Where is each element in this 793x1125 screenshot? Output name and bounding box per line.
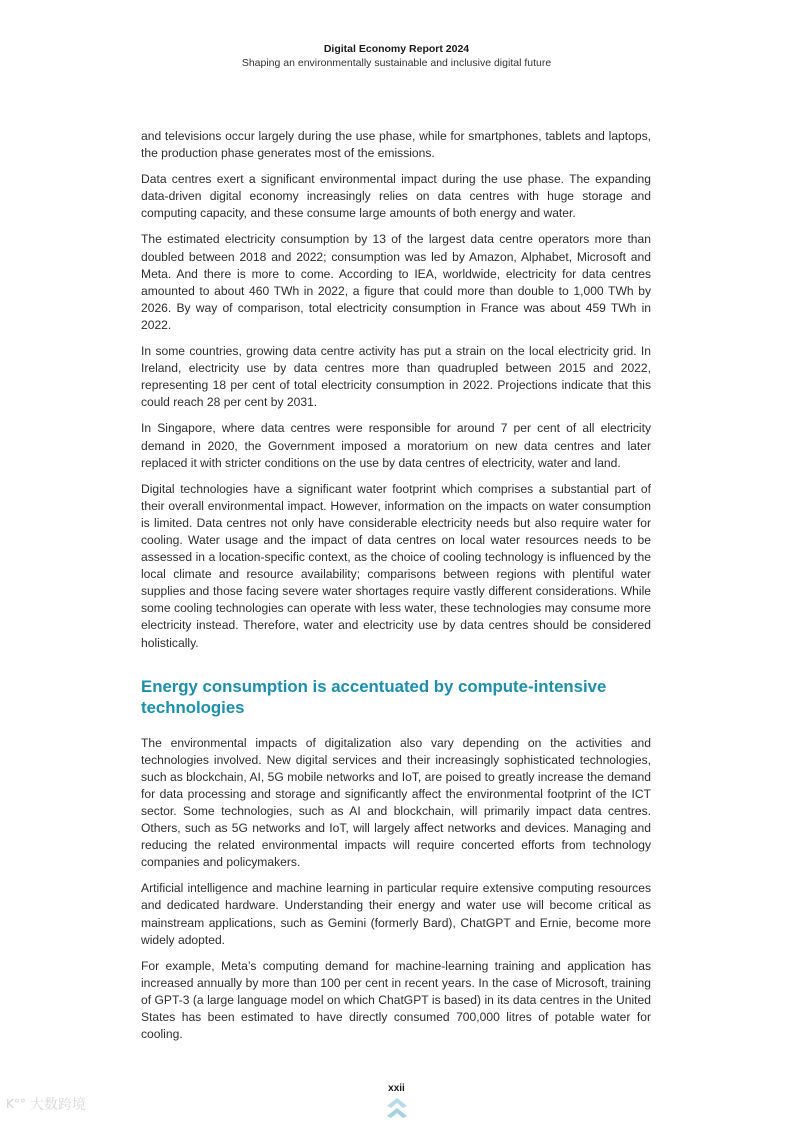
double-chevron-up-icon[interactable]: [385, 1098, 409, 1120]
body-paragraph: Artificial intelligence and machine learning in particular require extensive computing resources and dedicated hardware. Understanding their energy and water use will become critical as mainstream applications, such as Gemini (formerly Bard), ChatGPT and Ernie, become more widely adopted.: [141, 881, 651, 947]
body-paragraph: The estimated electricity consumption by 13 of the largest data centre operators more than doubled between 2018 and 2022; consumption was led by Amazon, Alphabet, Microsoft and Meta. And there is more to come. According to IEA, worldwide, electricity for data centres amounted to about 460 TWh in 2022, a figure that could more than double to 1,000 TWh by 2026. By way of comparison, total electricity consumption in France was about 459 TWh in 2022.: [141, 232, 651, 332]
page-content: [141, 128, 651, 1052]
body-paragraph: Digital technologies have a significant water footprint which comprises a substantial part of their overall environmental impact. However, information on the impacts on water consumption is limited. Data centres not only have considerable electricity needs but also require water for cooling. Water usage and the impact of data centres on local water resources needs to be assessed in a location-specific context, as the choice of cooling technology is influenced by the local climate and resource availability; comparisons between regions with plentiful water supplies and those facing severe water shortages require vastly different considerations. While some cooling technologies can operate with less water, these technologies may consume more electricity instead. Therefore, water and electricity use by data centres should be considered holistically.: [141, 481, 651, 650]
report-title: Digital Economy Report 2024: [323, 43, 470, 55]
report-subtitle: Shaping an environmentally sustainable and inclusive digital future: [241, 57, 552, 69]
body-paragraph: In Singapore, where data centres were responsible for around 7 per cent of all electricity demand in 2020, the Government imposed a moratorium on new data centres and later replaced it with stricter conditions on the use by data centres of electricity, water and land.: [141, 421, 651, 470]
body-paragraph: Data centres exert a significant environmental impact during the use phase. The expanding data-driven digital economy increasingly relies on data centres with huge storage and computing capacity, and these consume large amounts of both energy and water.: [141, 172, 651, 221]
section-heading: Energy consumption is accentuated by compute-intensive technologies: [141, 676, 607, 717]
watermark: [6, 1094, 86, 1114]
running-header: [0, 42, 793, 70]
body-paragraph: The environmental impacts of digitalization also vary depending on the activities and technologies involved. New digital services and their increasingly sophisticated technologies, such as blockchain, AI, 5G mobile networks and IoT, are poised to greatly increase the demand for data processing and storage and significantly affect the environmental footprint of the ICT sector. Some technologies, such as AI and blockchain, will primarily impact data centres. Others, such as 5G networks and IoT, will largely affect networks and devices. Managing and reducing the related environmental impacts will require concerted efforts from technology companies and policymakers.: [141, 735, 651, 870]
body-paragraph: For example, Meta’s computing demand for machine-learning training and application has increased annually by more than 100 per cent in recent years. In the case of Microsoft, training of GPT-3 (a large language model on which ChatGPT is based) in its data centres in the United States has been estimated to have directly consumed 700,000 litres of potable water for cooling.: [141, 958, 651, 1042]
body-paragraph: and televisions occur largely during the use phase, while for smartphones, tablets and laptops, the production phase generates most of the emissions.: [141, 129, 651, 161]
watermark-logo-icon: K°°: [6, 1097, 26, 1111]
body-paragraph: In some countries, growing data centre activity has put a strain on the local electricity grid. In Ireland, electricity use by data centres more than quadrupled between 2015 and 2022, representing 18 per cent of total electricity consumption in 2022. Projections indicate that this could reach 28 per cent by 2031.: [141, 344, 651, 410]
page-number: xxii: [388, 1083, 405, 1094]
watermark-text: 大数跨境: [29, 1096, 86, 1112]
